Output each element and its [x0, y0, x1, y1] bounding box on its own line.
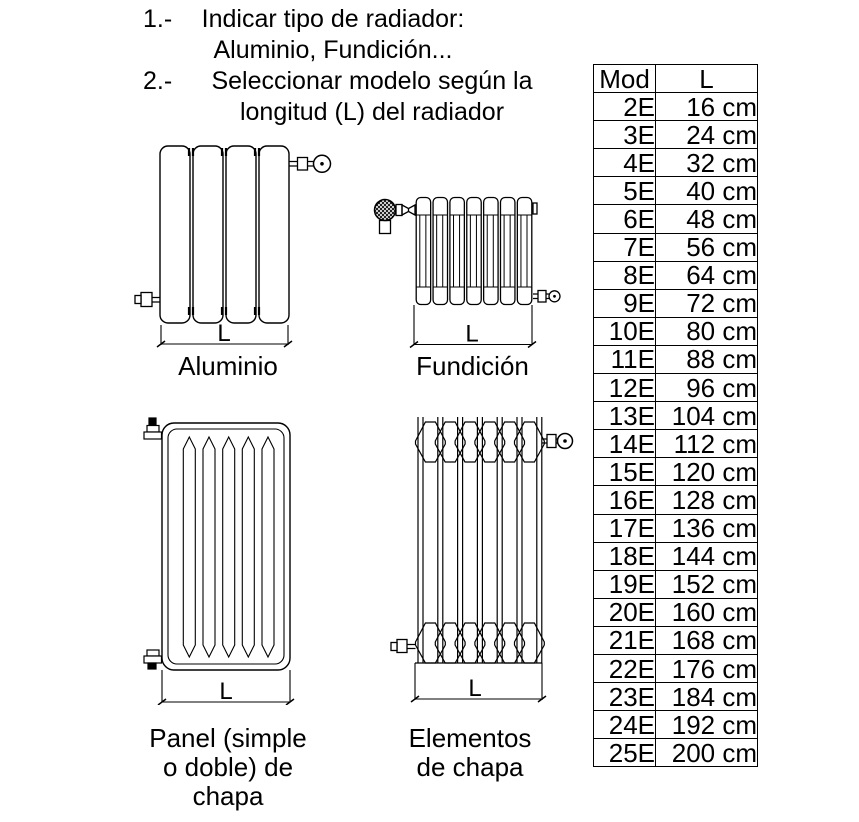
table-row	[594, 598, 758, 626]
table-row	[594, 177, 758, 205]
length-cell: 176 cm	[656, 654, 758, 682]
table-row	[594, 317, 758, 345]
elementos-radiator-drawing	[385, 413, 580, 705]
model-length-table	[593, 64, 758, 767]
instruction-1-line2: Aluminio, Fundición...	[213, 36, 453, 64]
length-cell: 40 cm	[656, 177, 758, 205]
valve-icon	[135, 293, 160, 307]
length-cell: 128 cm	[656, 486, 758, 514]
table-row	[594, 374, 758, 402]
table-row	[594, 683, 758, 711]
element-headers	[415, 422, 544, 663]
mod-cell: 9E	[594, 289, 656, 317]
panel-caption: Panel (simple o doble) de chapa	[149, 723, 307, 811]
panel-radiator-drawing	[143, 413, 298, 705]
mod-cell: 3E	[594, 121, 656, 149]
table-row	[594, 121, 758, 149]
table-row	[594, 289, 758, 317]
table-row	[594, 486, 758, 514]
length-cell: 200 cm	[656, 739, 758, 767]
mod-cell: 17E	[594, 514, 656, 542]
valve-icon	[391, 640, 416, 653]
radiator-columns	[416, 198, 537, 305]
mod-cell: 24E	[594, 711, 656, 739]
valve-icon	[289, 155, 331, 172]
table-header-row	[594, 65, 758, 93]
instruction-1-number: 1.-	[143, 5, 173, 33]
mod-cell: 11E	[594, 345, 656, 373]
length-cell: 24 cm	[656, 121, 758, 149]
instruction-1-text	[197, 4, 469, 66]
mod-cell: 12E	[594, 374, 656, 402]
length-cell: 32 cm	[656, 149, 758, 177]
elementos-caption: Elementos de chapa	[408, 723, 532, 782]
instruction-2-line2: longitud (L) del radiador	[239, 98, 505, 126]
panel-outer-frame	[162, 423, 290, 670]
length-cell: 120 cm	[656, 458, 758, 486]
length-cell: 168 cm	[656, 626, 758, 654]
table-row	[594, 261, 758, 289]
dimension-label: L	[217, 320, 231, 347]
table-row	[594, 205, 758, 233]
length-cell: 72 cm	[656, 289, 758, 317]
mod-cell: 21E	[594, 626, 656, 654]
valve-icon	[144, 650, 162, 669]
mod-cell: 4E	[594, 149, 656, 177]
mod-cell: 20E	[594, 598, 656, 626]
valve-icon	[542, 434, 573, 449]
mod-cell: 5E	[594, 177, 656, 205]
length-cell: 80 cm	[656, 317, 758, 345]
table-row	[594, 711, 758, 739]
length-cell: 160 cm	[656, 598, 758, 626]
mod-cell: 2E	[594, 93, 656, 121]
radiator-slats	[160, 146, 289, 323]
table-row	[594, 345, 758, 373]
length-cell: 136 cm	[656, 514, 758, 542]
length-cell: 16 cm	[656, 93, 758, 121]
mod-cell: 10E	[594, 317, 656, 345]
dimension-label: L	[465, 320, 479, 348]
length-cell: 64 cm	[656, 261, 758, 289]
mod-cell: 23E	[594, 683, 656, 711]
table-row	[594, 626, 758, 654]
mod-cell: 25E	[594, 739, 656, 767]
valve-icon	[533, 291, 560, 303]
length-cell: 152 cm	[656, 570, 758, 598]
mod-cell: 15E	[594, 458, 656, 486]
instruction-1-line1: Indicar tipo de radiador:	[201, 5, 465, 33]
length-cell: 56 cm	[656, 233, 758, 261]
fundicion-caption: Fundición	[416, 351, 529, 381]
dimension-label: L	[219, 678, 233, 705]
mod-cell: 19E	[594, 570, 656, 598]
table-row	[594, 430, 758, 458]
mod-cell: 8E	[594, 261, 656, 289]
mod-cell: 6E	[594, 205, 656, 233]
table-row	[594, 570, 758, 598]
table-row	[594, 542, 758, 570]
valve-icon	[144, 418, 162, 439]
mod-cell: 7E	[594, 233, 656, 261]
mod-cell: 22E	[594, 654, 656, 682]
mod-cell: 16E	[594, 486, 656, 514]
length-cell: 96 cm	[656, 374, 758, 402]
dimension-label: L	[468, 675, 482, 702]
table-row	[594, 458, 758, 486]
table-row	[594, 739, 758, 767]
length-cell: 88 cm	[656, 345, 758, 373]
table-row	[594, 233, 758, 261]
aluminio-radiator-drawing	[132, 140, 332, 352]
instruction-2-text	[197, 66, 547, 128]
length-cell: 112 cm	[656, 430, 758, 458]
instruction-2-line1: Seleccionar modelo según la	[211, 67, 533, 95]
instruction-2-number: 2.-	[143, 67, 173, 95]
length-column-header: L	[656, 65, 758, 93]
mod-cell: 14E	[594, 430, 656, 458]
length-cell: 192 cm	[656, 711, 758, 739]
table-row	[594, 149, 758, 177]
mod-cell: 13E	[594, 402, 656, 430]
length-cell: 104 cm	[656, 402, 758, 430]
table-row	[594, 654, 758, 682]
thermostatic-valve-icon	[375, 200, 416, 234]
table-row	[594, 402, 758, 430]
length-cell: 184 cm	[656, 683, 758, 711]
mod-cell: 18E	[594, 542, 656, 570]
mod-column-header: Mod	[594, 65, 656, 93]
length-cell: 48 cm	[656, 205, 758, 233]
length-cell: 144 cm	[656, 542, 758, 570]
fundicion-radiator-drawing	[365, 193, 570, 353]
table-row	[594, 93, 758, 121]
table-row	[594, 514, 758, 542]
aluminio-caption: Aluminio	[178, 351, 278, 381]
